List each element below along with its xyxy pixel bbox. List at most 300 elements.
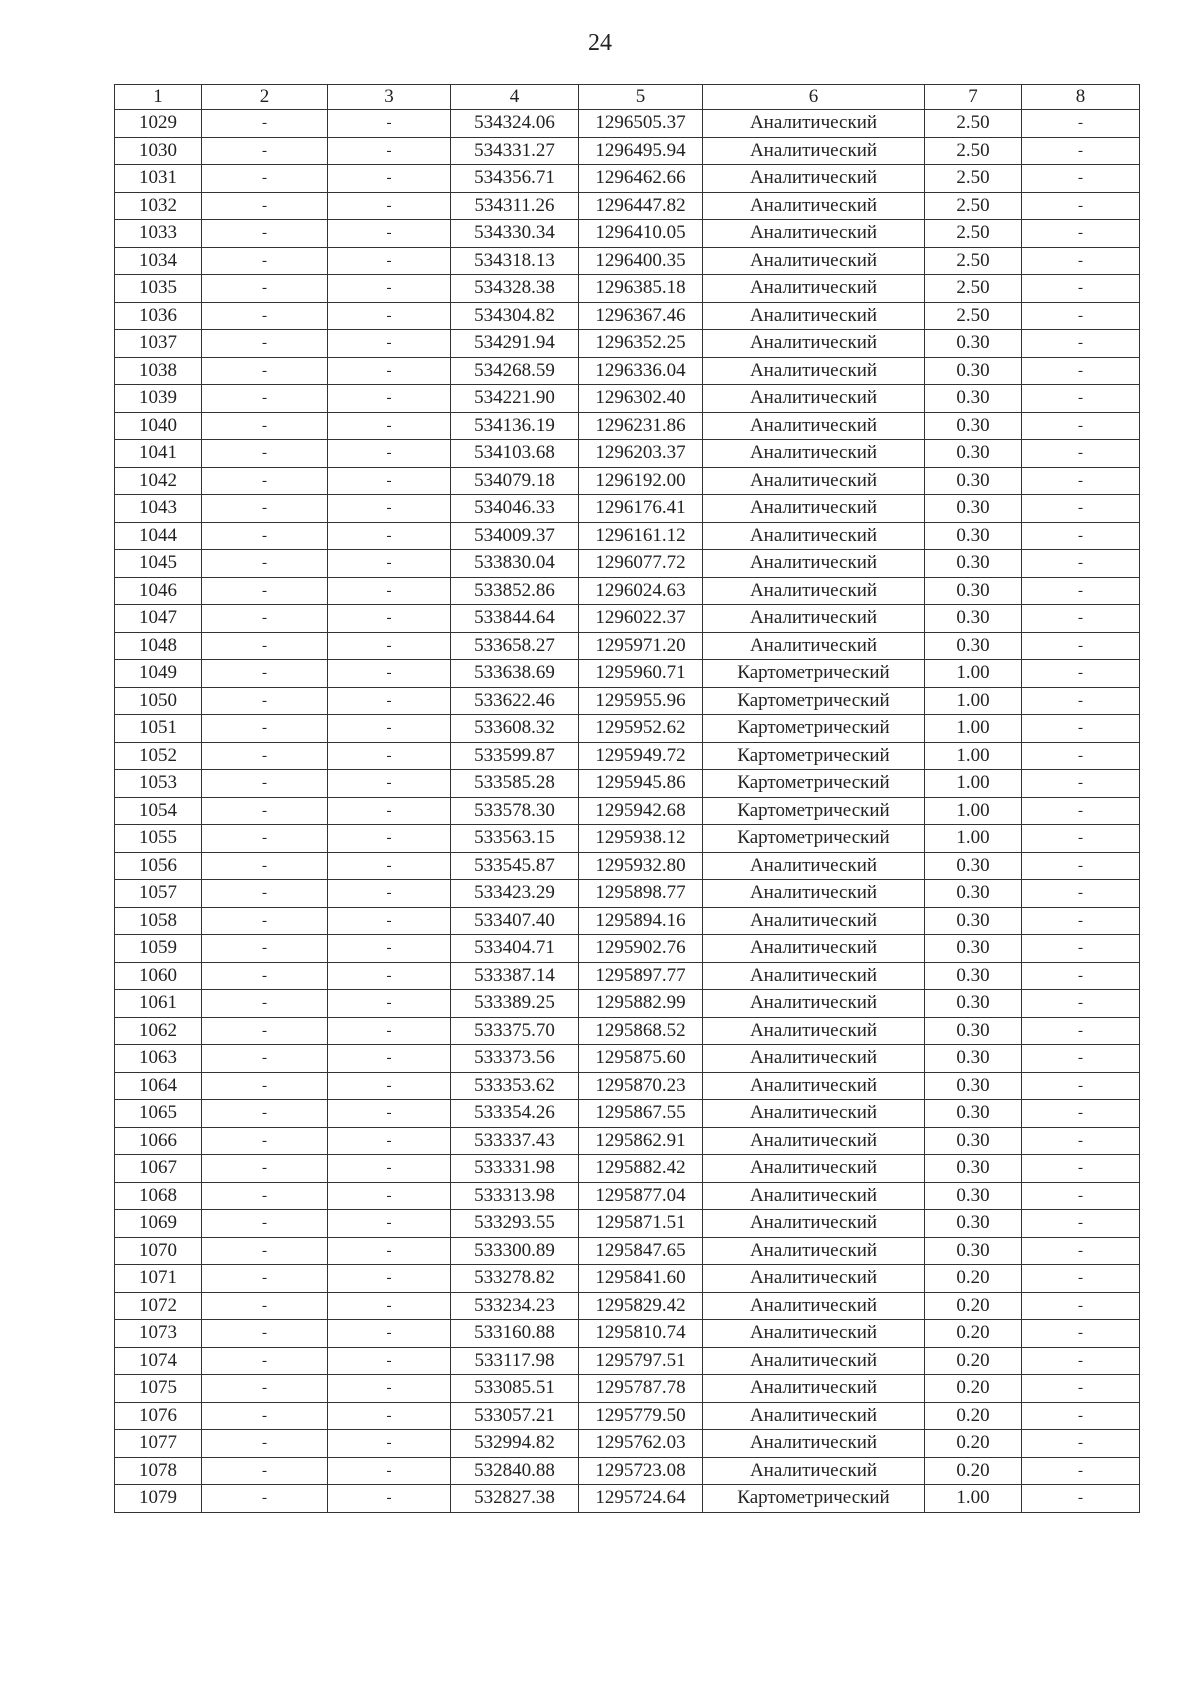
table-cell-col-2: - [202, 1100, 328, 1128]
table-cell-col-1: 1031 [115, 165, 202, 193]
table-cell-col-8: - [1022, 1347, 1140, 1375]
table-cell-col-1: 1075 [115, 1375, 202, 1403]
table-cell-col-2: - [202, 192, 328, 220]
table-cell-col-4: 533085.51 [451, 1375, 579, 1403]
table-row [115, 687, 1140, 715]
table-cell-col-3: - [328, 1072, 451, 1100]
table-cell-col-1: 1078 [115, 1457, 202, 1485]
table-cell-col-1: 1076 [115, 1402, 202, 1430]
table-cell-col-3: - [328, 1375, 451, 1403]
table-cell-col-8: - [1022, 1375, 1140, 1403]
table-cell-col-3: - [328, 165, 451, 193]
table-cell-col-5: 1295898.77 [579, 880, 703, 908]
table-cell-col-2: - [202, 1045, 328, 1073]
table-cell-col-2: - [202, 1237, 328, 1265]
table-cell-col-2: - [202, 110, 328, 138]
table-cell-col-2: - [202, 715, 328, 743]
table-cell-col-8: - [1022, 440, 1140, 468]
table-cell-col-4: 533608.32 [451, 715, 579, 743]
table-cell-col-6: Аналитический [703, 302, 925, 330]
table-cell-col-6: Аналитический [703, 577, 925, 605]
table-cell-col-4: 532994.82 [451, 1430, 579, 1458]
table-cell-col-2: - [202, 825, 328, 853]
table-cell-col-2: - [202, 852, 328, 880]
table-cell-col-1: 1045 [115, 550, 202, 578]
table-row [115, 715, 1140, 743]
table-cell-col-4: 534009.37 [451, 522, 579, 550]
table-cell-col-5: 1295897.77 [579, 962, 703, 990]
table-cell-col-4: 533234.23 [451, 1292, 579, 1320]
table-cell-col-8: - [1022, 1292, 1140, 1320]
table-cell-col-1: 1036 [115, 302, 202, 330]
table-cell-col-1: 1055 [115, 825, 202, 853]
table-cell-col-2: - [202, 440, 328, 468]
table-row [115, 935, 1140, 963]
table-cell-col-6: Аналитический [703, 550, 925, 578]
table-row [115, 962, 1140, 990]
table-cell-col-6: Картометрический [703, 770, 925, 798]
table-cell-col-2: - [202, 880, 328, 908]
table-cell-col-5: 1296077.72 [579, 550, 703, 578]
table-cell-col-5: 1295942.68 [579, 797, 703, 825]
table-cell-col-8: - [1022, 1017, 1140, 1045]
table-cell-col-2: - [202, 1017, 328, 1045]
table-cell-col-1: 1030 [115, 137, 202, 165]
column-header-5: 5 [579, 85, 703, 110]
table-cell-col-7: 0.30 [925, 962, 1022, 990]
table-cell-col-6: Аналитический [703, 1210, 925, 1238]
table-cell-col-5: 1296176.41 [579, 495, 703, 523]
table-cell-col-5: 1295867.55 [579, 1100, 703, 1128]
table-cell-col-5: 1295894.16 [579, 907, 703, 935]
table-cell-col-1: 1044 [115, 522, 202, 550]
table-cell-col-3: - [328, 880, 451, 908]
table-cell-col-3: - [328, 1127, 451, 1155]
table-cell-col-8: - [1022, 1457, 1140, 1485]
table-cell-col-8: - [1022, 1100, 1140, 1128]
table-cell-col-8: - [1022, 907, 1140, 935]
table-cell-col-1: 1034 [115, 247, 202, 275]
table-row [115, 550, 1140, 578]
table-cell-col-3: - [328, 687, 451, 715]
table-row [115, 577, 1140, 605]
table-cell-col-7: 0.30 [925, 330, 1022, 358]
table-row [115, 1127, 1140, 1155]
table-cell-col-2: - [202, 522, 328, 550]
table-cell-col-8: - [1022, 550, 1140, 578]
table-row [115, 1210, 1140, 1238]
table-cell-col-6: Аналитический [703, 880, 925, 908]
table-row [115, 907, 1140, 935]
table-cell-col-7: 0.20 [925, 1265, 1022, 1293]
table-cell-col-7: 2.50 [925, 275, 1022, 303]
table-cell-col-7: 0.30 [925, 1210, 1022, 1238]
table-cell-col-8: - [1022, 467, 1140, 495]
table-cell-col-3: - [328, 1402, 451, 1430]
table-cell-col-2: - [202, 935, 328, 963]
table-cell-col-6: Аналитический [703, 852, 925, 880]
table-cell-col-6: Аналитический [703, 192, 925, 220]
table-cell-col-7: 0.30 [925, 990, 1022, 1018]
table-cell-col-6: Аналитический [703, 1347, 925, 1375]
table-cell-col-7: 0.30 [925, 1045, 1022, 1073]
table-cell-col-8: - [1022, 1320, 1140, 1348]
table-row [115, 797, 1140, 825]
table-cell-col-7: 0.30 [925, 935, 1022, 963]
table-cell-col-1: 1046 [115, 577, 202, 605]
table-cell-col-4: 534331.27 [451, 137, 579, 165]
table-cell-col-2: - [202, 770, 328, 798]
table-cell-col-3: - [328, 1430, 451, 1458]
table-cell-col-1: 1041 [115, 440, 202, 468]
table-cell-col-7: 2.50 [925, 110, 1022, 138]
table-cell-col-8: - [1022, 220, 1140, 248]
table-cell-col-6: Аналитический [703, 1375, 925, 1403]
table-cell-col-5: 1295952.62 [579, 715, 703, 743]
table-cell-col-8: - [1022, 1210, 1140, 1238]
table-cell-col-2: - [202, 275, 328, 303]
table-cell-col-8: - [1022, 385, 1140, 413]
table-row [115, 1155, 1140, 1183]
table-cell-col-4: 534046.33 [451, 495, 579, 523]
table-cell-col-5: 1295882.42 [579, 1155, 703, 1183]
table-cell-col-3: - [328, 247, 451, 275]
table-cell-col-6: Аналитический [703, 137, 925, 165]
table-row [115, 1265, 1140, 1293]
table-cell-col-2: - [202, 412, 328, 440]
table-cell-col-3: - [328, 550, 451, 578]
table-cell-col-5: 1295797.51 [579, 1347, 703, 1375]
table-cell-col-6: Аналитический [703, 632, 925, 660]
table-cell-col-7: 0.20 [925, 1375, 1022, 1403]
table-cell-col-4: 533423.29 [451, 880, 579, 908]
table-cell-col-5: 1295724.64 [579, 1485, 703, 1513]
table-cell-col-1: 1038 [115, 357, 202, 385]
table-cell-col-1: 1074 [115, 1347, 202, 1375]
table-cell-col-5: 1296505.37 [579, 110, 703, 138]
table-cell-col-8: - [1022, 577, 1140, 605]
table-cell-col-5: 1295945.86 [579, 770, 703, 798]
table-cell-col-2: - [202, 1375, 328, 1403]
column-header-6: 6 [703, 85, 925, 110]
table-cell-col-4: 534330.34 [451, 220, 579, 248]
table-cell-col-7: 1.00 [925, 715, 1022, 743]
table-row [115, 1457, 1140, 1485]
table-cell-col-1: 1070 [115, 1237, 202, 1265]
table-cell-col-8: - [1022, 412, 1140, 440]
table-cell-col-4: 533300.89 [451, 1237, 579, 1265]
table-cell-col-5: 1295779.50 [579, 1402, 703, 1430]
table-cell-col-5: 1296192.00 [579, 467, 703, 495]
table-cell-col-3: - [328, 1457, 451, 1485]
table-cell-col-7: 0.30 [925, 880, 1022, 908]
table-cell-col-3: - [328, 907, 451, 935]
table-cell-col-7: 0.30 [925, 495, 1022, 523]
table-cell-col-3: - [328, 715, 451, 743]
table-cell-col-5: 1295877.04 [579, 1182, 703, 1210]
table-cell-col-8: - [1022, 1430, 1140, 1458]
table-cell-col-2: - [202, 577, 328, 605]
table-cell-col-8: - [1022, 137, 1140, 165]
table-cell-col-7: 2.50 [925, 302, 1022, 330]
table-cell-col-1: 1053 [115, 770, 202, 798]
table-cell-col-7: 1.00 [925, 1485, 1022, 1513]
table-cell-col-6: Аналитический [703, 522, 925, 550]
table-cell-col-2: - [202, 247, 328, 275]
table-cell-col-6: Картометрический [703, 797, 925, 825]
column-header-7: 7 [925, 85, 1022, 110]
table-cell-col-5: 1296352.25 [579, 330, 703, 358]
table-cell-col-5: 1296336.04 [579, 357, 703, 385]
table-cell-col-7: 0.30 [925, 605, 1022, 633]
table-cell-col-4: 533354.26 [451, 1100, 579, 1128]
table-cell-col-4: 534324.06 [451, 110, 579, 138]
table-cell-col-6: Аналитический [703, 1155, 925, 1183]
table-cell-col-6: Аналитический [703, 1430, 925, 1458]
table-cell-col-2: - [202, 467, 328, 495]
table-row [115, 440, 1140, 468]
table-cell-col-7: 0.30 [925, 1182, 1022, 1210]
table-cell-col-5: 1296161.12 [579, 522, 703, 550]
table-cell-col-2: - [202, 1265, 328, 1293]
table-cell-col-8: - [1022, 742, 1140, 770]
table-cell-col-3: - [328, 1182, 451, 1210]
table-row [115, 605, 1140, 633]
table-body [115, 110, 1140, 1513]
table-cell-col-5: 1296367.46 [579, 302, 703, 330]
table-cell-col-2: - [202, 990, 328, 1018]
column-header-3: 3 [328, 85, 451, 110]
table-cell-col-6: Аналитический [703, 1100, 925, 1128]
table-row [115, 852, 1140, 880]
table-cell-col-1: 1050 [115, 687, 202, 715]
table-cell-col-2: - [202, 907, 328, 935]
table-cell-col-1: 1079 [115, 1485, 202, 1513]
table-cell-col-3: - [328, 605, 451, 633]
table-cell-col-6: Аналитический [703, 495, 925, 523]
table-cell-col-4: 533353.62 [451, 1072, 579, 1100]
table-cell-col-4: 533293.55 [451, 1210, 579, 1238]
table-cell-col-5: 1296495.94 [579, 137, 703, 165]
table-cell-col-6: Аналитический [703, 165, 925, 193]
table-cell-col-2: - [202, 220, 328, 248]
table-cell-col-7: 0.30 [925, 1127, 1022, 1155]
table-cell-col-1: 1042 [115, 467, 202, 495]
table-cell-col-2: - [202, 1182, 328, 1210]
table-cell-col-3: - [328, 825, 451, 853]
table-cell-col-1: 1063 [115, 1045, 202, 1073]
table-cell-col-8: - [1022, 110, 1140, 138]
table-cell-col-5: 1295847.65 [579, 1237, 703, 1265]
table-cell-col-8: - [1022, 1485, 1140, 1513]
table-cell-col-6: Аналитический [703, 962, 925, 990]
table-cell-col-6: Аналитический [703, 247, 925, 275]
table-cell-col-6: Аналитический [703, 1072, 925, 1100]
table-row [115, 990, 1140, 1018]
table-cell-col-4: 532827.38 [451, 1485, 579, 1513]
table-cell-col-4: 534318.13 [451, 247, 579, 275]
table-cell-col-8: - [1022, 522, 1140, 550]
table-cell-col-8: - [1022, 605, 1140, 633]
table-cell-col-2: - [202, 742, 328, 770]
table-cell-col-8: - [1022, 357, 1140, 385]
table-cell-col-8: - [1022, 165, 1140, 193]
table-cell-col-7: 2.50 [925, 220, 1022, 248]
table-cell-col-4: 533658.27 [451, 632, 579, 660]
table-cell-col-6: Аналитический [703, 467, 925, 495]
table-cell-col-5: 1295955.96 [579, 687, 703, 715]
table-cell-col-7: 0.20 [925, 1292, 1022, 1320]
table-cell-col-4: 533337.43 [451, 1127, 579, 1155]
table-cell-col-7: 0.30 [925, 550, 1022, 578]
table-cell-col-6: Картометрический [703, 687, 925, 715]
table-cell-col-3: - [328, 1320, 451, 1348]
table-cell-col-2: - [202, 302, 328, 330]
table-cell-col-3: - [328, 632, 451, 660]
table-cell-col-5: 1295868.52 [579, 1017, 703, 1045]
table-cell-col-6: Аналитический [703, 1127, 925, 1155]
table-cell-col-4: 533852.86 [451, 577, 579, 605]
table-cell-col-7: 1.00 [925, 797, 1022, 825]
table-cell-col-6: Аналитический [703, 357, 925, 385]
table-row [115, 522, 1140, 550]
table-cell-col-3: - [328, 330, 451, 358]
column-header-1: 1 [115, 85, 202, 110]
table-cell-col-7: 0.30 [925, 852, 1022, 880]
table-cell-col-4: 533545.87 [451, 852, 579, 880]
table-cell-col-2: - [202, 1485, 328, 1513]
table-cell-col-6: Аналитический [703, 440, 925, 468]
table-cell-col-6: Аналитический [703, 1237, 925, 1265]
table-cell-col-4: 533160.88 [451, 1320, 579, 1348]
table-cell-col-8: - [1022, 495, 1140, 523]
table-cell-col-6: Аналитический [703, 1182, 925, 1210]
table-cell-col-4: 534356.71 [451, 165, 579, 193]
table-cell-col-1: 1037 [115, 330, 202, 358]
table-cell-col-5: 1295862.91 [579, 1127, 703, 1155]
table-cell-col-4: 534103.68 [451, 440, 579, 468]
table-cell-col-3: - [328, 962, 451, 990]
table-cell-col-6: Аналитический [703, 1292, 925, 1320]
table-cell-col-5: 1296447.82 [579, 192, 703, 220]
table-cell-col-8: - [1022, 1045, 1140, 1073]
table-cell-col-6: Картометрический [703, 742, 925, 770]
table-cell-col-3: - [328, 577, 451, 605]
table-cell-col-2: - [202, 1347, 328, 1375]
table-cell-col-8: - [1022, 1402, 1140, 1430]
table-cell-col-7: 0.30 [925, 522, 1022, 550]
table-cell-col-8: - [1022, 1155, 1140, 1183]
table-cell-col-4: 534268.59 [451, 357, 579, 385]
table-cell-col-1: 1059 [115, 935, 202, 963]
table-cell-col-4: 533375.70 [451, 1017, 579, 1045]
table-cell-col-5: 1296203.37 [579, 440, 703, 468]
table-row [115, 302, 1140, 330]
table-cell-col-4: 533844.64 [451, 605, 579, 633]
table-row [115, 1430, 1140, 1458]
page-number: 24 [588, 30, 612, 56]
table-cell-col-1: 1029 [115, 110, 202, 138]
table-cell-col-2: - [202, 1155, 328, 1183]
table-row [115, 137, 1140, 165]
table-row [115, 330, 1140, 358]
table-cell-col-8: - [1022, 247, 1140, 275]
table-cell-col-2: - [202, 550, 328, 578]
table-cell-col-2: - [202, 1402, 328, 1430]
table-cell-col-3: - [328, 1155, 451, 1183]
table-cell-col-8: - [1022, 1072, 1140, 1100]
table-cell-col-7: 0.30 [925, 467, 1022, 495]
table-row [115, 880, 1140, 908]
table-cell-col-1: 1033 [115, 220, 202, 248]
table-cell-col-1: 1048 [115, 632, 202, 660]
table-cell-col-8: - [1022, 715, 1140, 743]
table-row [115, 742, 1140, 770]
table-cell-col-1: 1056 [115, 852, 202, 880]
table-cell-col-6: Аналитический [703, 110, 925, 138]
table-cell-col-2: - [202, 330, 328, 358]
table-cell-col-7: 1.00 [925, 660, 1022, 688]
table-cell-col-3: - [328, 357, 451, 385]
table-cell-col-6: Аналитический [703, 1045, 925, 1073]
table-cell-col-7: 0.30 [925, 385, 1022, 413]
table-cell-col-7: 0.30 [925, 1017, 1022, 1045]
table-cell-col-7: 0.30 [925, 440, 1022, 468]
table-cell-col-5: 1296400.35 [579, 247, 703, 275]
table-cell-col-4: 534291.94 [451, 330, 579, 358]
table-cell-col-4: 533578.30 [451, 797, 579, 825]
table-header-row [115, 85, 1140, 110]
table-cell-col-1: 1072 [115, 1292, 202, 1320]
table-cell-col-4: 532840.88 [451, 1457, 579, 1485]
table-row [115, 660, 1140, 688]
table-cell-col-3: - [328, 1292, 451, 1320]
table-row [115, 632, 1140, 660]
table-cell-col-2: - [202, 1127, 328, 1155]
table-cell-col-4: 534221.90 [451, 385, 579, 413]
table-cell-col-3: - [328, 660, 451, 688]
table-cell-col-4: 534311.26 [451, 192, 579, 220]
table-cell-col-8: - [1022, 660, 1140, 688]
table-cell-col-7: 0.20 [925, 1457, 1022, 1485]
table-cell-col-5: 1295723.08 [579, 1457, 703, 1485]
table-cell-col-3: - [328, 192, 451, 220]
table-cell-col-6: Аналитический [703, 605, 925, 633]
table-cell-col-1: 1054 [115, 797, 202, 825]
table-row [115, 1292, 1140, 1320]
table-cell-col-5: 1295870.23 [579, 1072, 703, 1100]
table-row [115, 110, 1140, 138]
table-cell-col-6: Аналитический [703, 220, 925, 248]
table-cell-col-2: - [202, 797, 328, 825]
table-cell-col-8: - [1022, 880, 1140, 908]
table-row [115, 1237, 1140, 1265]
table-row [115, 1347, 1140, 1375]
table-cell-col-5: 1296462.66 [579, 165, 703, 193]
table-cell-col-7: 2.50 [925, 165, 1022, 193]
column-header-2: 2 [202, 85, 328, 110]
table-row [115, 247, 1140, 275]
table-cell-col-3: - [328, 467, 451, 495]
table-cell-col-7: 0.30 [925, 907, 1022, 935]
table-cell-col-8: - [1022, 632, 1140, 660]
table-cell-col-8: - [1022, 770, 1140, 798]
table-cell-col-1: 1057 [115, 880, 202, 908]
table-cell-col-4: 533331.98 [451, 1155, 579, 1183]
table-cell-col-6: Аналитический [703, 907, 925, 935]
table-row [115, 1485, 1140, 1513]
table-row [115, 1320, 1140, 1348]
